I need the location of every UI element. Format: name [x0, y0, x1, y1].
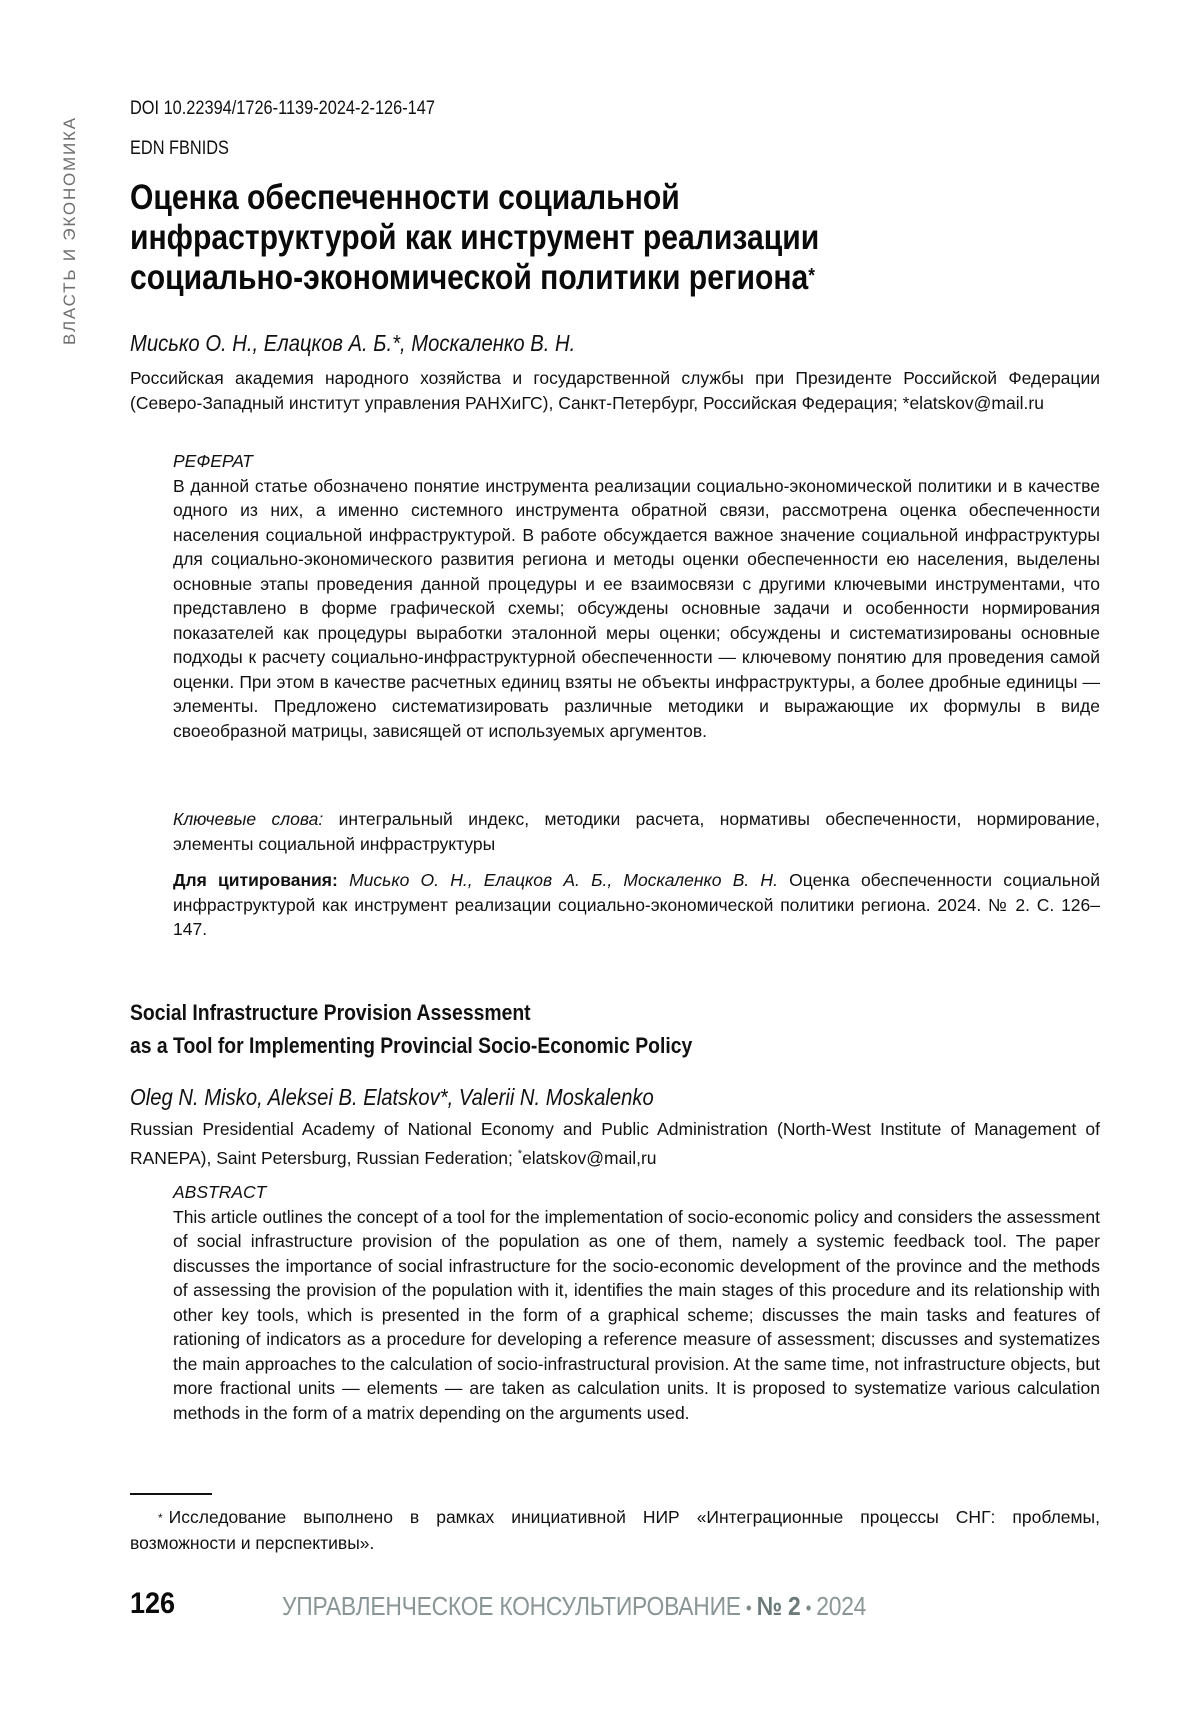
abstract-text-ru: В данной статье обозначено понятие инструмента реализации социально-экономической политики и в качестве одного из них, а именно системного инструмента обратной связи, рассмотрена оценка обеспеченности населения социальной инфраструктурой. В работе обсуждается важное значение социальной инфраструктуры для социально-экономического развития региона и методы оценки обеспеченности ею населения, выделены основные этапы проведения данной процедуры и ее взаимосвязи с другими ключевыми инструментами, что представлено в форме графической схемы; обсуждены основные задачи и особенности нормирования показателей как процедуры выработки эталонной меры оценки; обсуждены и систематизированы основные подходы к расчету социально-инфраструктурной обеспеченности — ключевому понятию для проведения самой оценки. При этом в качестве расчетных единиц взяты не объекты инфраструктуры, а более дробные единицы — элементы. Предложено систематизировать различные методики и выражающие их формулы в виде своеобразной матрицы, зависящей от используемых аргументов. [173, 475, 1100, 741]
abstract-label-ru: РЕФЕРАТ [173, 451, 253, 471]
page-footer [130, 1587, 1130, 1627]
title-line: Оценка обеспеченности социальной [130, 178, 680, 217]
abstract-label-en: ABSTRACT [173, 1182, 267, 1202]
footnote-divider [130, 1493, 212, 1495]
footnote [130, 1505, 1100, 1555]
edn: EDN FBNIDS [130, 138, 229, 159]
keywords-label: Ключевые слова: [173, 809, 324, 829]
keywords-text: интегральный индекс, методики расчета, нормативы обеспеченности, нормирование, элементы социальной инфраструктуры [173, 809, 1100, 854]
citation-text: Оценка обеспеченности социальной инфраструктурой как инструмент реализации социально-экономической политики региона. 2024. № 2. С. 126–147. [173, 870, 1100, 939]
separator-dot: • [746, 1597, 752, 1618]
journal-running-title [282, 1591, 866, 1622]
affiliation-text-en: Russian Presidential Academy of National Economy and Public Administration (North-West Institute of Management of RANEPA), Saint Petersburg, Russian Federation; [130, 1119, 1100, 1168]
title-line: as a Tool for Implementing Provincial Socio-Economic Policy [130, 1033, 693, 1058]
abstract-en [173, 1180, 1100, 1425]
title-line: социально-экономической политики региона [130, 258, 809, 297]
section-label: ВЛАСТЬ И ЭКОНОМИКА [60, 116, 79, 345]
page-number: 126 [130, 1587, 176, 1620]
issue-year: 2024 [816, 1591, 867, 1621]
doi: DOI 10.22394/1726-1139-2024-2-126-147 [130, 98, 435, 119]
author-email-link[interactable]: elatskov@mail,ru [522, 1147, 657, 1168]
abstract-text-en: This article outlines the concept of a tool for the implementation of socio-economic policy and considers the assessment of social infrastructure provision of the population as one of them, namely a systemic feedback tool. The paper discusses the importance of social infrastructure for the socio-economic development of the province and the methods of assessing the provision of the population with it, identifies the main stages of this procedure and its relationship with other key tools, which is presented in the form of a graphical scheme; discusses the main tasks and features of rationing of indicators as a procedure for developing a reference measure of assessment; discusses and systematizes the main approaches to the calculation of socio-infrastructural provision. At the same time, not infrastructure objects, but more fractional units — elements — are taken as calculation units. It is proposed to systematize various calculation methods in the form of a matrix depending on the arguments used. [173, 1206, 1101, 1423]
title-footnote-mark[interactable]: * [808, 265, 815, 287]
citation-label: Для цитирования: [173, 870, 338, 890]
abstract-ru [173, 449, 1100, 743]
footnote-mark: * [158, 1511, 163, 1526]
authors-en: Oleg N. Misko, Aleksei B. Elatskov*, Valerii N. Moskalenko [130, 1084, 654, 1110]
article-title-ru [130, 178, 1042, 298]
affiliation-en [130, 1117, 1100, 1170]
title-line: инфраструктурой как инструмент реализации [130, 218, 820, 257]
keywords-ru [173, 807, 1100, 856]
journal-name: УПРАВЛЕНЧЕСКОЕ КОНСУЛЬТИРОВАНИЕ [282, 1591, 741, 1621]
citation-ru [173, 868, 1100, 942]
authors-ru: Мисько О. Н., Елацков А. Б.*, Москаленко В. Н. [130, 330, 576, 356]
affiliation-ru: Российская академия народного хозяйства и государственной службы при Президенте Российской Федерации (Северо-Западный институт управления РАНХиГС), Санкт-Петербург, Российская Федерация; *elatskov@mail.ru [130, 368, 1100, 413]
citation-authors: Мисько О. Н., Елацков А. Б., Москаленко В. Н. [349, 870, 778, 890]
footnote-text: Исследование выполнено в рамках инициативной НИР «Интеграционные процессы СНГ: проблемы, возможности и перспективы». [130, 1507, 1100, 1553]
title-line: Social Infrastructure Provision Assessment [130, 1000, 531, 1025]
issue-number: № 2 [756, 1591, 801, 1621]
separator-dot: • [805, 1597, 811, 1618]
article-title-en [130, 996, 922, 1062]
section-sidebar [60, 95, 90, 345]
email-mark: * [517, 1147, 523, 1160]
